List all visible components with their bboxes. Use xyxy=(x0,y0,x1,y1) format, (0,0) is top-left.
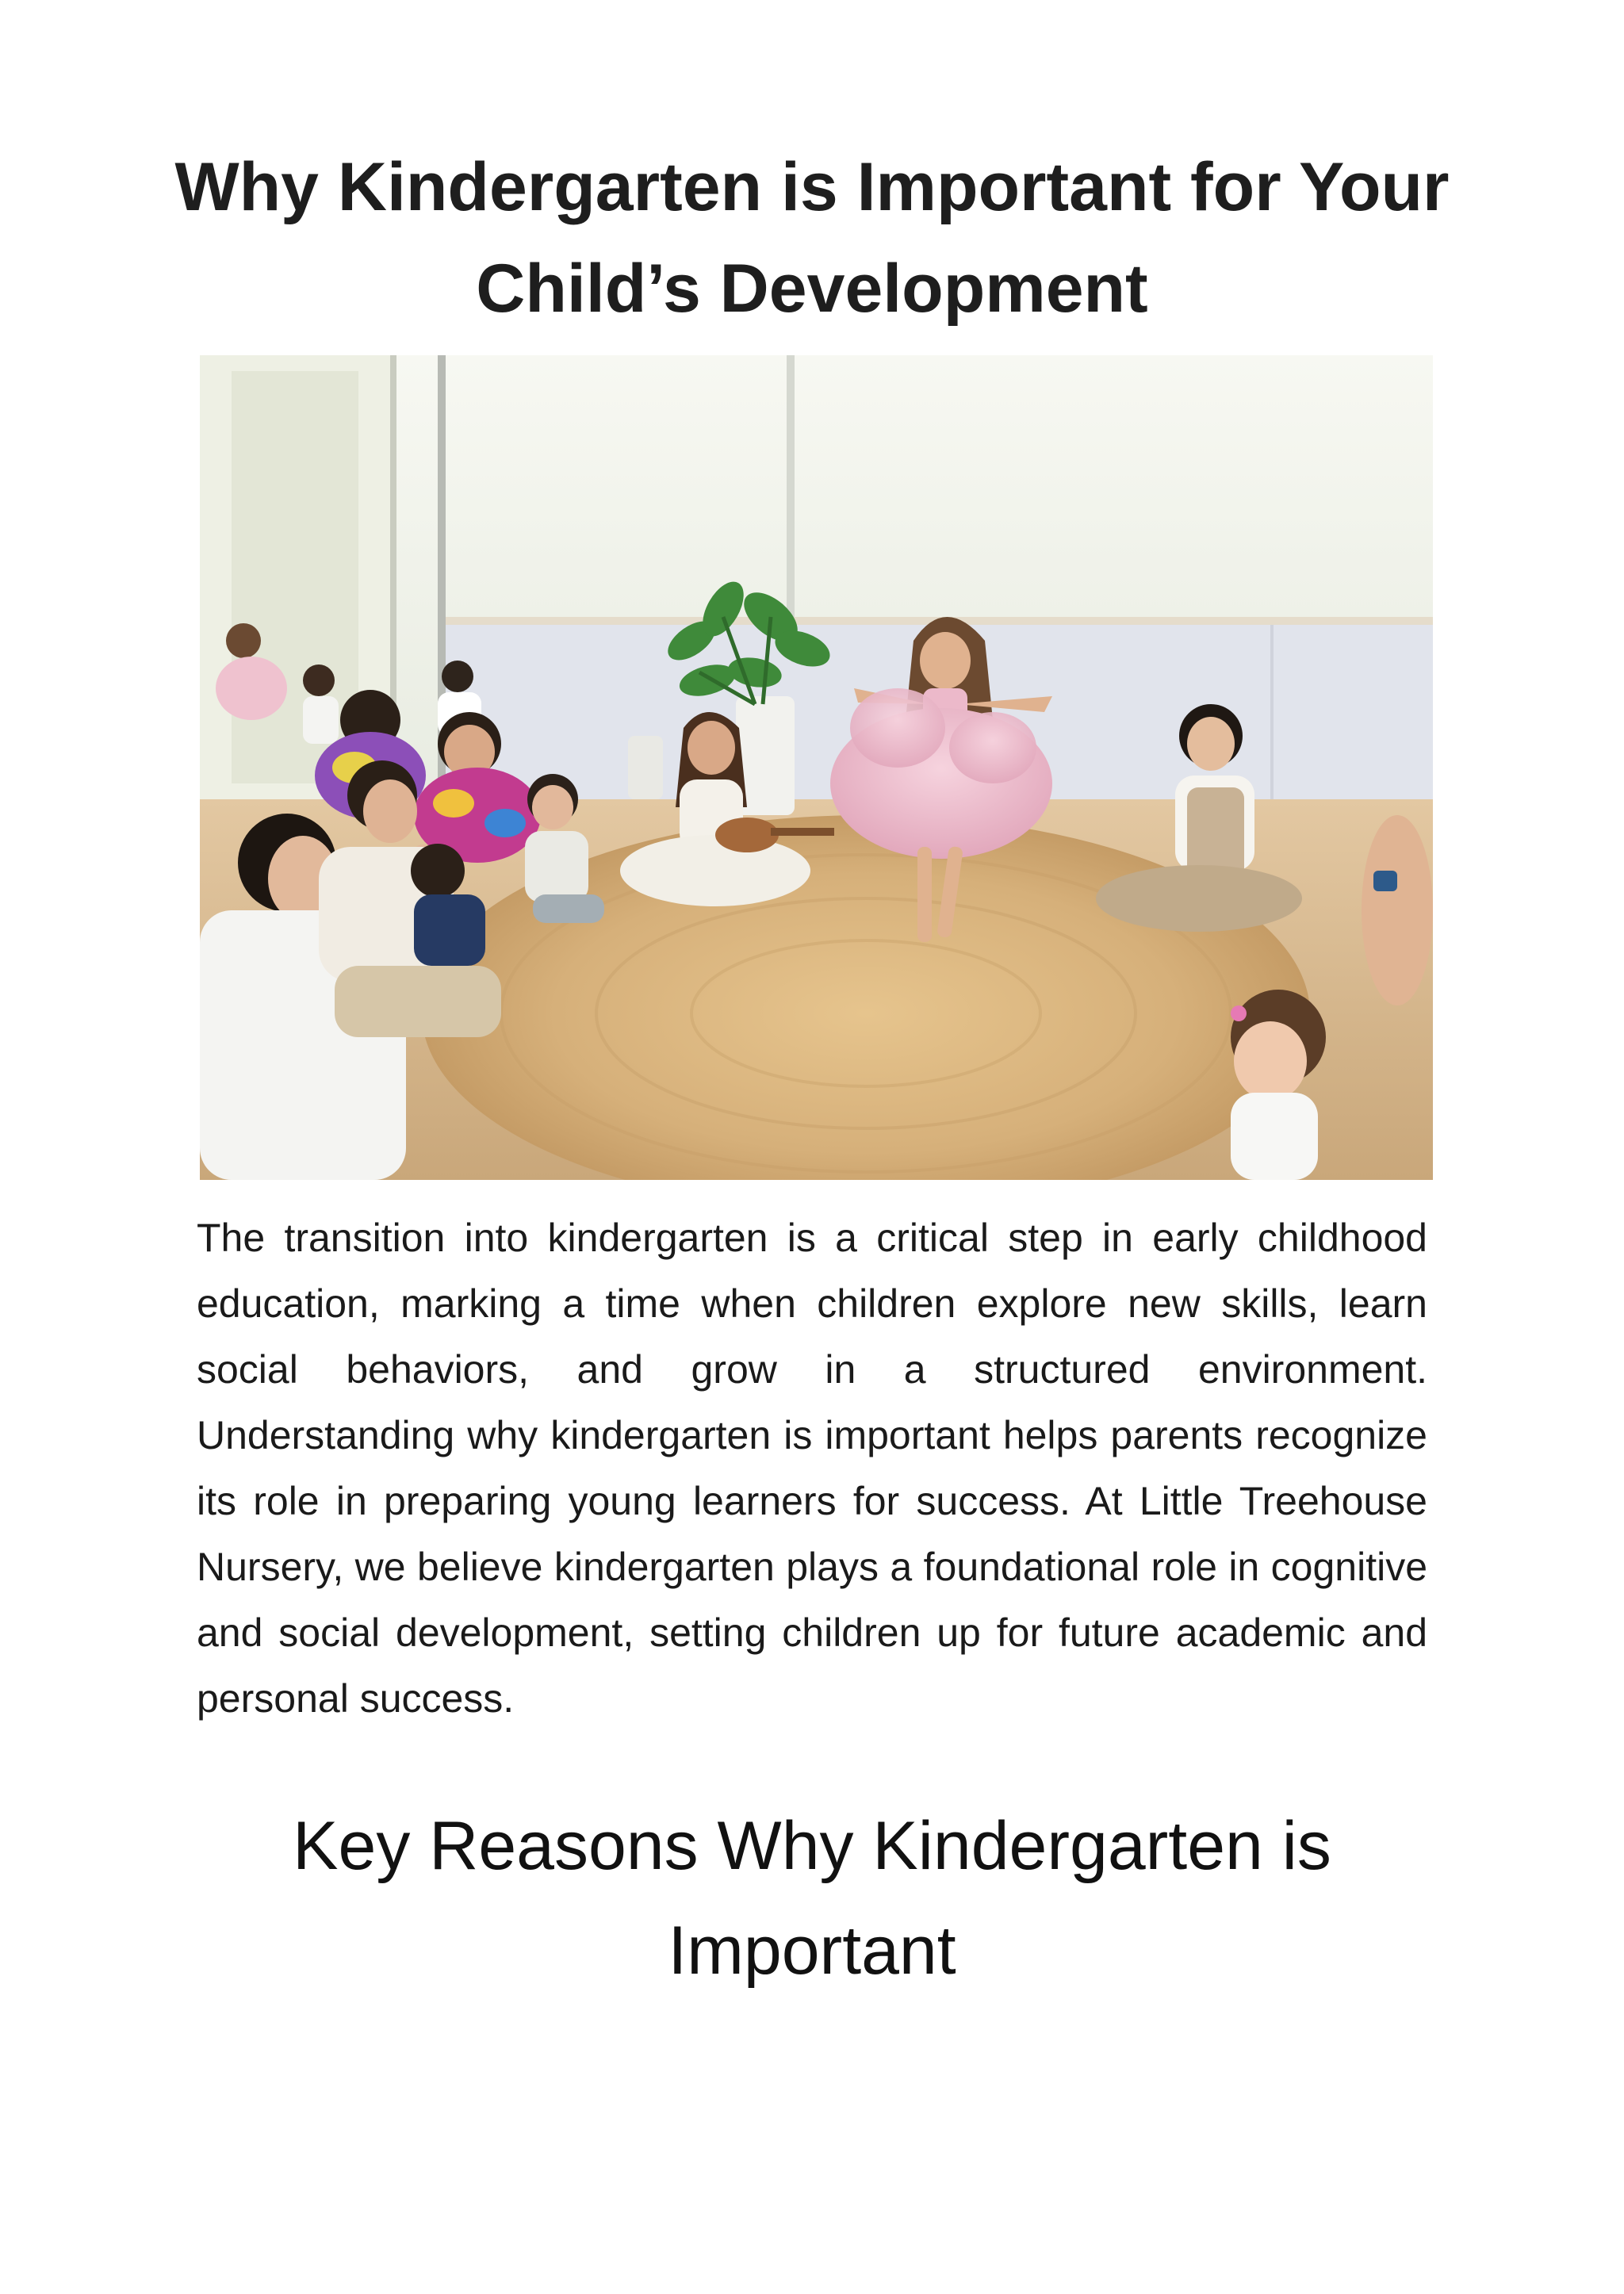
intro-paragraph: The transition into kindergarten is a critical step in early childhood education, marking a time when children explore new skills, learn social behaviors, and grow in a structured environment. Understanding why kindergarten is important helps parents recognize its role in preparing young learners for success. At Little Treehouse Nursery, we believe kindergarten plays a foundational role in cognitive and social development, setting children up for future academic and personal success. xyxy=(197,1216,1427,1721)
classroom-photo xyxy=(200,355,1433,1180)
section-heading: Key Reasons Why Kindergarten is Important xyxy=(293,1808,1331,1989)
classroom-illustration xyxy=(200,355,1433,1180)
document-title: Why Kindergarten is Important for Your Child’s Development xyxy=(174,149,1450,327)
